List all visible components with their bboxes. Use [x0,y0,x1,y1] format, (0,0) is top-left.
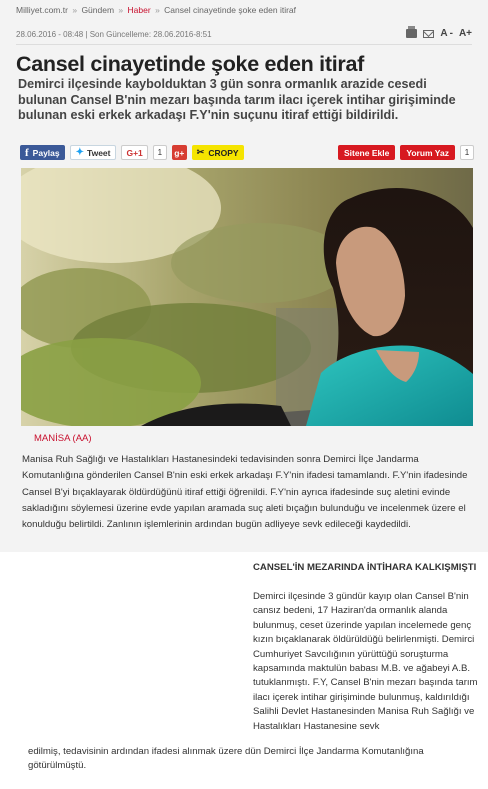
photo-caption: MANİSA (AA) [34,433,92,444]
body-paragraph: Demirci ilçesinde 3 gündür kayıp olan Cansel B'nin cansız bedeni, 17 Haziran'da ormanlık alanda bulunmuş, ceset üzerinde yapılan incelemede genç kızın bıçaklanarak öldürüldüğü belirlenmişti. Demirci Cumhuriyet Savcılığının yürüttüğü soruşturma kapsamında maktulün babası M.B. ve ağabeyi A.B. tutuklanmıştı. F.Y, Cansel B'nin mezarı başında tarım ilacı içerek intihar girişiminde bulunmuş, kaldırıldığı Salihli Devlet Hastanesinden Manisa Ruh Sağlığı ve Hastalıkları Hastanesine sevk [253,591,478,732]
share-bar [20,145,244,160]
gplus-share-button[interactable]: g+ [172,145,187,160]
cropy-label: CROPY [208,147,239,158]
breadcrumb [16,5,296,15]
tweet-label: Tweet [87,147,111,158]
breadcrumb-section[interactable]: Gündem [81,5,115,15]
add-to-site-button[interactable]: Sitene Ekle [338,145,395,160]
facebook-icon: f [25,146,29,159]
cropy-button[interactable] [192,145,244,160]
facebook-share-label: Paylaş [32,147,60,158]
font-decrease-button[interactable]: A - [440,28,453,39]
meta-bar [16,28,472,45]
breadcrumb-site[interactable]: Milliyet.com.tr [16,5,68,15]
font-increase-button[interactable]: A+ [458,28,472,39]
body-paragraph: Manisa Ruh Sağlığı ve Hastalıkları Hastanesindeki tedavisinden sonra Demirci İlçe Jandarma Komutanlığına gönderilen Cansel B'nin eski erkek arkadaşı F.Y'nin ifadesi tamamlandı. F.Y'nin ifadesinde Cansel B'yi bıçaklayarak öldürdüğünü itiraf ettiği öğrenildi. F.Y'nin ayrıca ifadesinde suç aletini evinde sakladığını söylemesi üzerine evde yapılan aramada suç aleti bıçağın bulunduğu ve incelenmek üzere el konulduğu belirtildi. Zanlının işlemlerinin ardından bugün adliyeye sevk edileceği kaydedildi. [22,454,468,531]
body-paragraph: edilmiş, tedavisinin ardından ifadesi alınmak üzere dün Demirci İlçe Jandarma Komutanlığına götürülmüştü. [28,746,424,772]
breadcrumb-current: Cansel cinayetinde şoke eden itiraf [164,5,297,15]
lead-paragraph: Demirci ilçesinde kaybolduktan 3 gün sonra ormanlık arazide cesedi bulunan Cansel B'nin mezarı başında tarım ilacı içerek intihar girişiminde bulunan eski erkek arkadaşı F.Y'nin suçunu itiraf ettiği bildirildi. [18,77,456,122]
breadcrumb-subsection[interactable]: Haber [127,5,151,15]
site-actions [338,145,474,160]
breadcrumb-separator: » [118,5,124,15]
write-comment-button[interactable]: Yorum Yaz [400,145,455,160]
envelope-icon[interactable] [423,30,434,38]
section-subheading: CANSEL'İN MEZARINDA İNTİHARA KALKIŞMIŞTI [253,562,477,573]
article-photo [21,168,473,426]
facebook-share-button[interactable] [20,145,65,160]
gplus-count: 1 [153,145,167,160]
article-photo-image [21,168,473,426]
breadcrumb-separator: » [155,5,160,15]
breadcrumb-separator: » [72,5,78,15]
twitter-bird-icon: ✦ [75,147,85,158]
comment-count: 1 [460,145,474,160]
publish-dates: 28.06.2016 - 08:48 | Son Güncelleme: 28.06.2016-8:51 [16,30,212,39]
printer-icon[interactable] [406,29,417,38]
crop-icon: ✂ [196,147,205,157]
headline: Cansel cinayetinde şoke eden itiraf [16,52,364,76]
tweet-button[interactable] [70,145,117,160]
gplus-one-button[interactable]: G+1 [121,145,147,160]
article-tools [406,28,472,39]
